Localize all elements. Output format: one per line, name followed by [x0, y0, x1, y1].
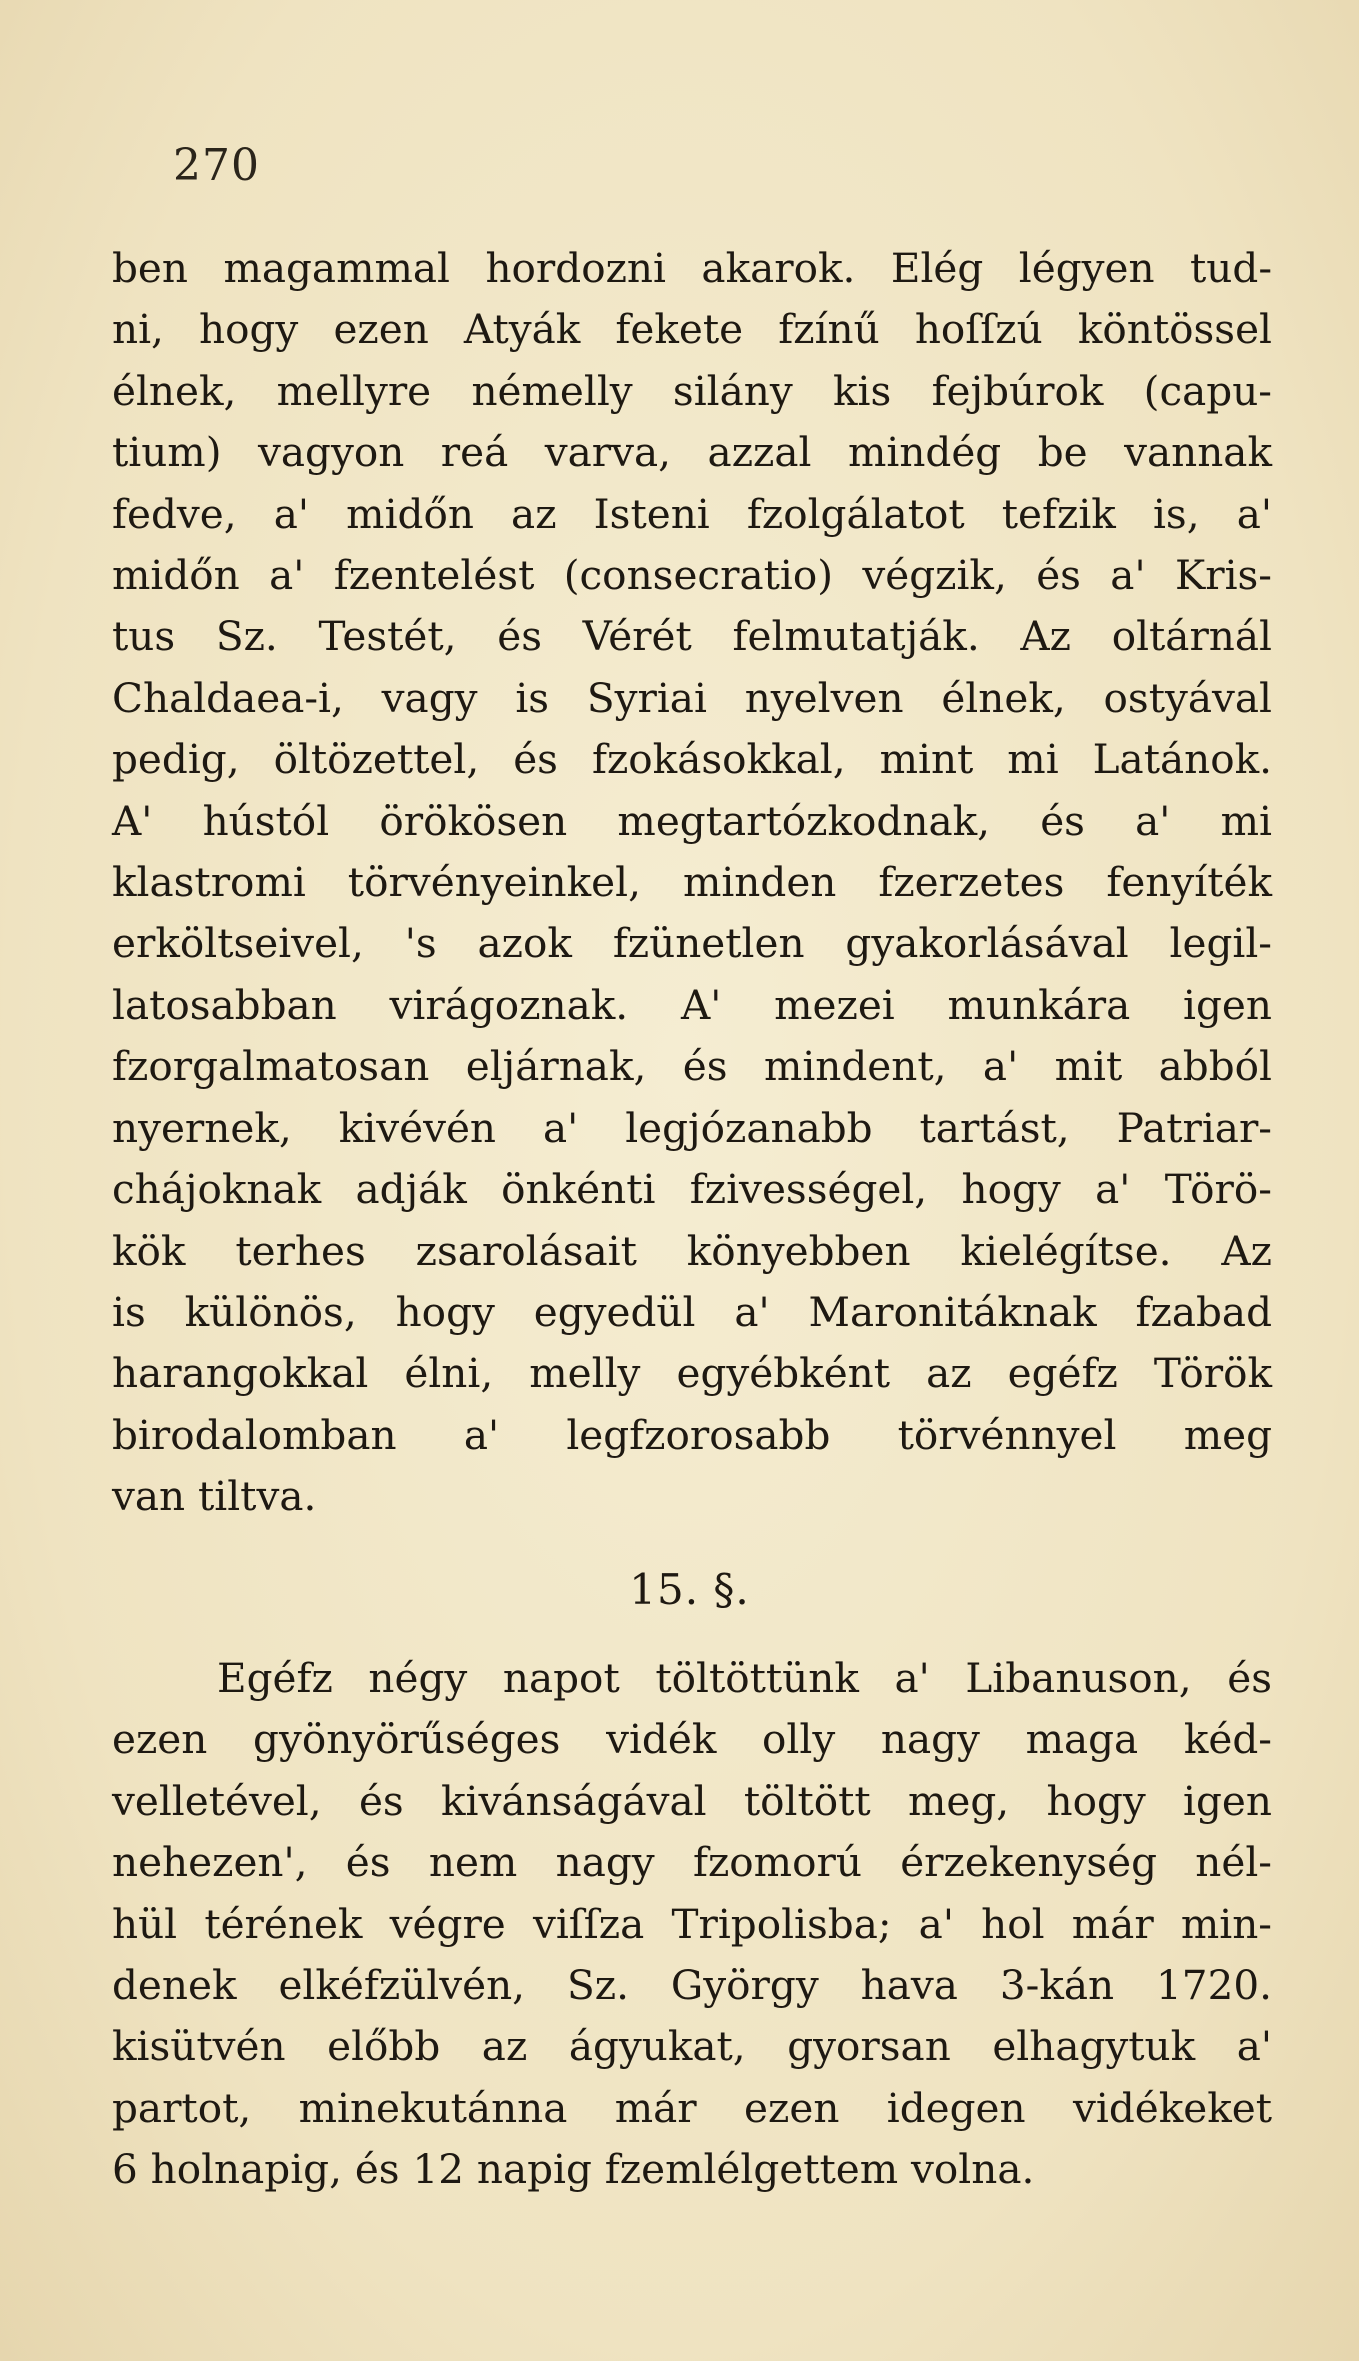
text-line: is különös, hogy egyedül a' Maronitáknak fzabad	[112, 1287, 1272, 1336]
text-line: ezen gyönyörűséges vidék olly nagy maga kéd-	[112, 1715, 1272, 1764]
text-line: 6 holnapig, és 12 napig fzemlélgettem volna.	[112, 2145, 1035, 2194]
paragraph-2	[112, 1648, 1272, 2201]
text-line: midőn a' fzentelést (consecratio) végzik, és a' Kris-	[112, 551, 1272, 600]
text-line: Chaldaea-i, vagy is Syriai nyelven élnek, ostyával	[112, 673, 1272, 722]
text-line: kök terhes zsarolásait könyebben kielégítse. Az	[112, 1226, 1272, 1275]
text-line: van tiltva.	[112, 1472, 317, 1521]
text-line: harangokkal élni, melly egyébként az egéfz Török	[112, 1349, 1272, 1398]
text-line: ni, hogy ezen Atyák fekete fzínű hoſſzú köntössel	[112, 305, 1272, 354]
text-line: denek elkéfzülvén, Sz. György hava 3-kán 1720.	[112, 1961, 1272, 2010]
text-line: nyernek, kivévén a' legjózanabb tartást, Patriar-	[112, 1103, 1272, 1152]
text-line: fzorgalmatosan eljárnak, és mindent, a' mit abból	[112, 1042, 1272, 1091]
text-line: partot, minekutánna már ezen idegen vidékeket	[112, 2083, 1272, 2132]
text-line: A' hústól örökösen megtartózkodnak, és a' mi	[112, 796, 1272, 845]
paragraph-1	[112, 238, 1272, 1528]
text-line: hül térének végre viſſza Tripolisba; a' hol már min-	[112, 1899, 1272, 1948]
text-line: klastromi törvényeinkel, minden fzerzetes fenyíték	[112, 858, 1272, 907]
text-line: pedig, öltözettel, és fzokásokkal, mint mi Latánok.	[112, 735, 1272, 784]
text-line: tium) vagyon reá varva, azzal mindég be vannak	[112, 428, 1272, 477]
page-number: 270	[173, 140, 260, 191]
text-line: ben magammal hordozni akarok. Elég légyen tud-	[112, 244, 1272, 292]
section-heading: 15. §.	[629, 1565, 750, 1614]
text-line: tus Sz. Testét, és Vérét felmutatják. Az oltárnál	[112, 612, 1272, 661]
text-line: latosabban virágoznak. A' mezei munkára igen	[112, 980, 1272, 1029]
text-line: kisütvén előbb az ágyukat, gyorsan elhagytuk a'	[112, 2022, 1272, 2071]
text-line: Egéfz négy napot töltöttünk a' Libanuson, és	[217, 1654, 1272, 1702]
text-line: birodalomban a' legfzorosabb törvénnyel meg	[112, 1410, 1272, 1459]
text-line: élnek, mellyre némelly silány kis fejbúrok (capu-	[112, 366, 1272, 415]
text-line: nehezen', és nem nagy fzomorú érzekenység nél-	[112, 1838, 1272, 1887]
text-line: velletével, és kivánságával töltött meg, hogy igen	[112, 1776, 1272, 1825]
text-line: erköltseivel, 's azok fzünetlen gyakorlásával legil-	[112, 919, 1272, 968]
text-line: fedve, a' midőn az Isteni fzolgálatot tefzik is, a'	[112, 489, 1272, 538]
text-line: chájoknak adják önkénti fzivességel, hogy a' Törö-	[112, 1165, 1272, 1214]
